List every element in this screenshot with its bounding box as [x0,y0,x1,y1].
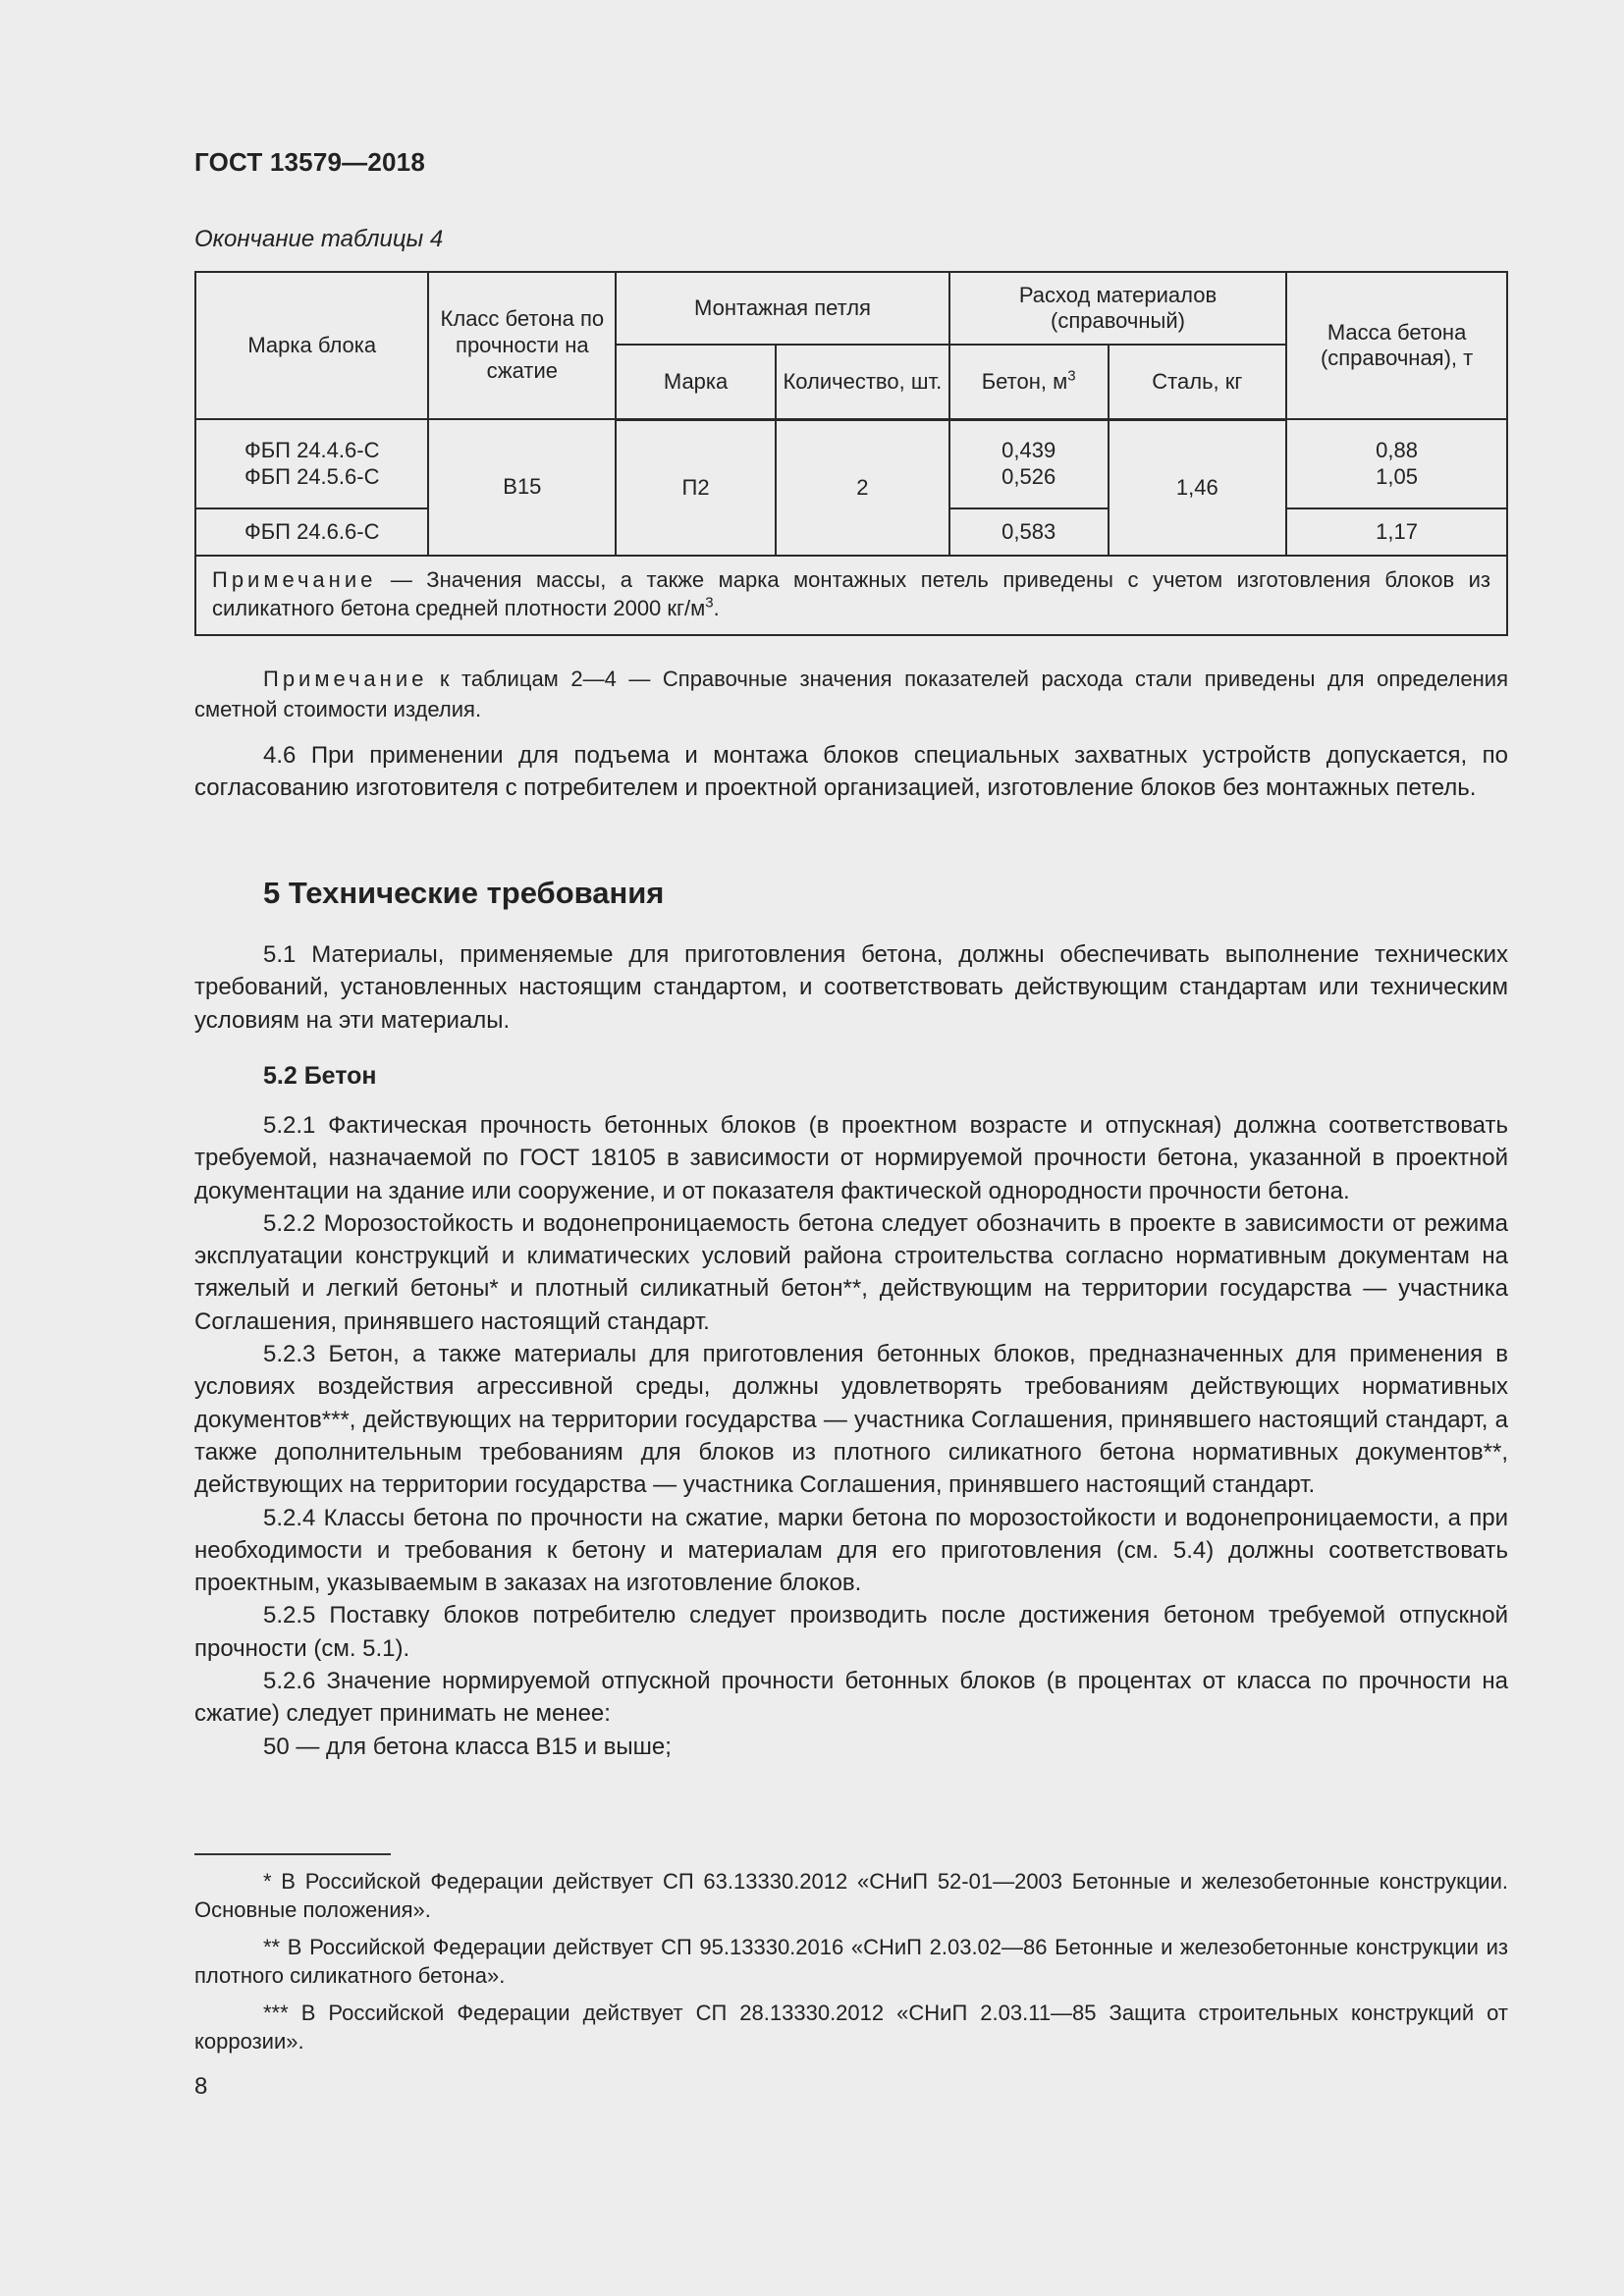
cell-mark: ФБП 24.6.6-С [195,508,428,556]
paragraph-5-1: 5.1 Материалы, применяемые для приготовления бетона, должны обеспечивать выполнение технических требований, установленных настоящим стандартом, и соответствовать действующим стандартам или техническим условиям на эти материалы. [194,941,1508,1034]
col-header-mark: Марка блока [195,272,428,419]
cell-steel: 1,46 [1109,419,1287,556]
paragraph-5-2-3: 5.2.3 Бетон, а также материалы для приготовления бетонных блоков, предназначенных для применения в условиях воздействия агрессивной среды, должны удовлетворять требованиям действующих нормативных документов***, действующих на территории государства — участника Соглашения, принявшего настоящий стандарт, а также дополнительным требованиям для блоков из плотного силикатного бетона нормативных документов**, действующих на территории государства — участника Соглашения, принявшего настоящий стандарт. [194,1341,1508,1499]
col-header-loop: Монтажная петля [616,272,949,345]
paragraph-5-2-5: 5.2.5 Поставку блоков потребителю следует производить после достижения бетоном требуемой отпускной прочности (см. 5.1). [194,1602,1508,1662]
cell-mass: 1,17 [1286,508,1507,556]
table-caption: Окончание таблицы 4 [194,226,444,252]
col-header-consumption: Расход материалов (справочный) [949,272,1286,345]
paragraph-5-2-1: 5.2.1 Фактическая прочность бетонных блоков (в проектном возрасте и отпускная) должна соответствовать требуемой, назначаемой по ГОСТ 18105 в зависимости от нормируемой прочности бетона, указанной в проектной документации на здание или сооружение, и от показателя фактической однородности прочности бетона. [194,1112,1508,1204]
footnotes [194,1867,1508,2064]
col-header-mass: Масса бетона (справочная), т [1286,272,1507,419]
cell-concrete: 0,583 [949,508,1109,556]
col-header-concrete: Бетон, $м^3$ [949,345,1109,419]
paragraph-5-2-4: 5.2.4 Классы бетона по прочности на сжатие, марки бетона по морозостойкости и водонепроницаемости, а при необходимости и требования к бетону и материалам для его приготовления (см. 5.4) должны соответствовать проектным, указываемым в заказах на изготовление блоков. [194,1504,1508,1597]
tables-note: Примечание к таблицам 2—4 — Справочные значения показателей расхода стали приведены для определения сметной стоимости изделия. [194,667,1508,721]
col-header-class: Класс бетона по прочности на сжатие [428,272,616,419]
concrete-paragraphs [194,1109,1508,1763]
document-header: ГОСТ 13579—2018 [194,147,425,177]
col-header-loop-qty: Количество, шт. [776,345,949,419]
paragraph-5-2-6: 5.2.6 Значение нормируемой отпускной прочности бетонных блоков (в процентах от класса по прочности на сжатие) следует принимать не менее: [194,1668,1508,1728]
blocks-table [194,271,1508,636]
cell-mark: ФБП 24.4.6-С ФБП 24.5.6-С [195,419,428,508]
footnote-separator [194,1853,391,1855]
page-number: 8 [194,2073,208,2100]
cell-class: В15 [428,419,616,556]
col-header-loop-mark: Марка [616,345,776,419]
footnote: *** В Российской Федерации действует СП 28.13330.2012 «СНиП 2.03.11—85 Защита строительных конструкций от коррозии». [194,2001,1508,2054]
table-row [195,419,1507,508]
subsection-heading: 5.2 Бетон [263,1062,377,1090]
table-note-row [195,556,1507,635]
paragraph-5-2-6-item: 50 — для бетона класса В15 и выше; [263,1733,672,1760]
cell-mass: 0,88 1,05 [1286,419,1507,508]
col-header-steel: Сталь, кг [1109,345,1287,419]
footnote: * В Российской Федерации действует СП 63.13330.2012 «СНиП 52-01—2003 Бетонные и железобетонные конструкции. Основные положения». [194,1869,1508,1922]
cell-loop-qty: 2 [776,419,949,556]
paragraph-4-6: 4.6 При применении для подъема и монтажа блоков специальных захватных устройств допускается, по согласованию изготовителя с потребителем и проектной организацией, изготовление блоков без монтажных петель. [194,742,1508,802]
cell-concrete: 0,439 0,526 [949,419,1109,508]
cell-loop-mark: П2 [616,419,776,556]
table-note: Примечание — Значения массы, а также марка монтажных петель приведены с учетом изготовления блоков из силикатного бетона средней плотности 2000 $кг/м^3$. [195,556,1507,635]
section-heading: 5 Технические требования [263,876,665,910]
footnote: ** В Российской Федерации действует СП 95.13330.2016 «СНиП 2.03.02—86 Бетонные и железобетонные конструкции из плотного силикатного бетона». [194,1935,1508,1988]
paragraph-5-2-2: 5.2.2 Морозостойкость и водонепроницаемость бетона следует обозначить в проекте в зависимости от режима эксплуатации конструкций и климатических условий района строительства согласно нормативным документам на тяжелый и легкий бетоны* и плотный силикатный бетон**, действующим на территории государства — участника Соглашения, принявшего настоящий стандарт. [194,1209,1508,1335]
